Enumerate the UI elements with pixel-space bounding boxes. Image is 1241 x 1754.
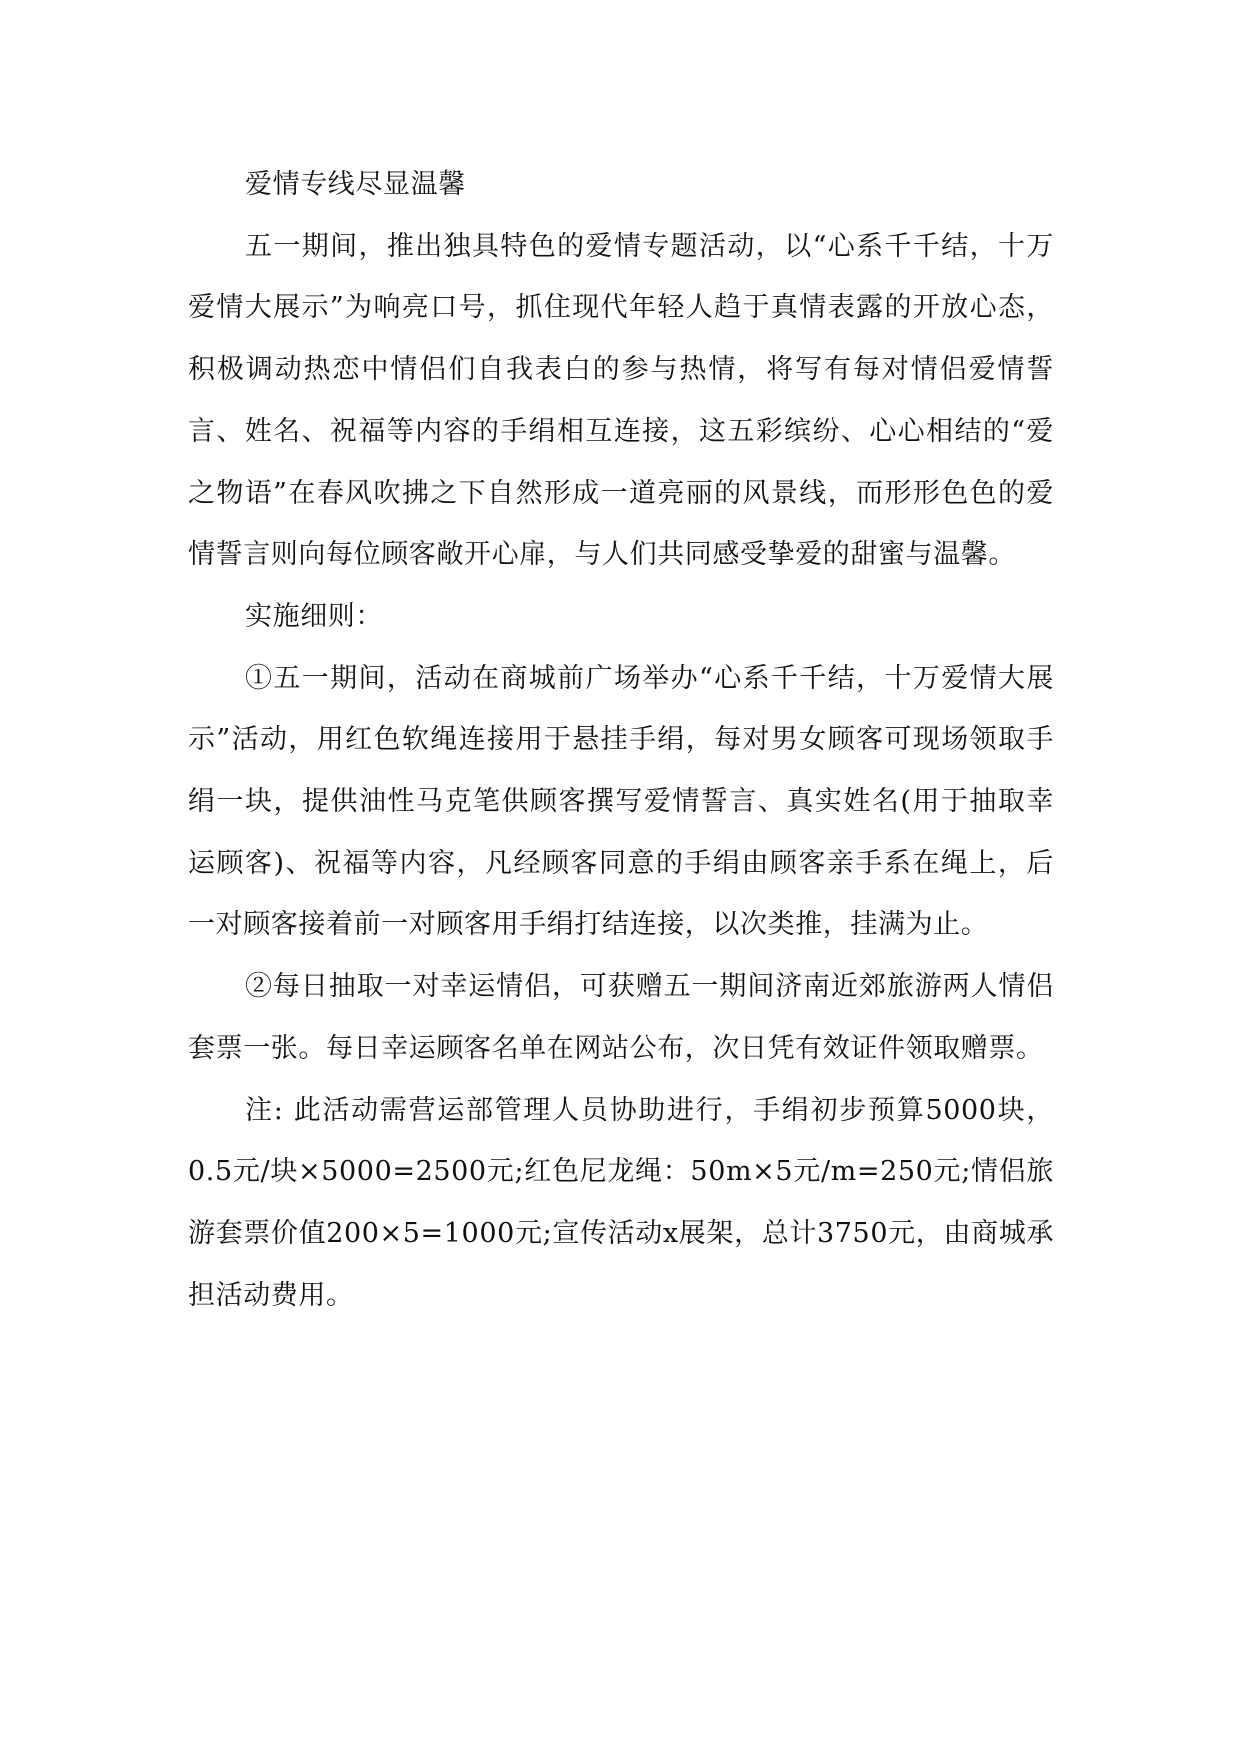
intro-paragraph: 五一期间，推出独具特色的爱情专题活动，以“心系千千结，十万爱情大展示”为响亮口号，抓住现代年轻人趋于真情表露的开放心态，积极调动热恋中情侣们自我表白的参与热情，将写有每对情侣爱情誓言、姓名、祝福等内容的手绢相互连接，这五彩缤纷、心心相结的“爱之物语”在春风吹拂之下自然形成一道亮丽的风景线，而形形色色的爱情誓言则向每位顾客敞开心扉，与人们共同感受挚爱的甜蜜与温馨。 [188, 230, 1054, 571]
document-body [188, 154, 1054, 1326]
details-label: 实施细则： [245, 600, 383, 632]
rule-1-paragraph: ①五一期间，活动在商城前广场举办“心系千千结，十万爱情大展示”活动，用红色软绳连接用于悬挂手绢，每对男女顾客可现场领取手绢一块，提供油性马克笔供顾客撰写爱情誓言、真实姓名(用于抽取幸运顾客)、祝福等内容，凡经顾客同意的手绢由顾客亲手系在绳上，后一对顾客接着前一对顾客用手绢打结连接，以次类推，挂满为止。 [188, 662, 1054, 941]
section-heading: 爱情专线尽显温馨 [245, 169, 466, 200]
budget-note-paragraph: 注: 此活动需营运部管理人员协助进行，手绢初步预算5000块，0.5元/块×5000=2500元;红色尼龙绳：50m×5元/m=250元;情侣旅游套票价值200×5=1000元;宣传活动x展架，总计3750元，由商城承担活动费用。 [188, 1094, 1054, 1311]
rule-2-paragraph: ②每日抽取一对幸运情侣，可获赠五一期间济南近郊旅游两人情侣套票一张。每日幸运顾客名单在网站公布，次日凭有效证件领取赠票。 [188, 971, 1054, 1064]
